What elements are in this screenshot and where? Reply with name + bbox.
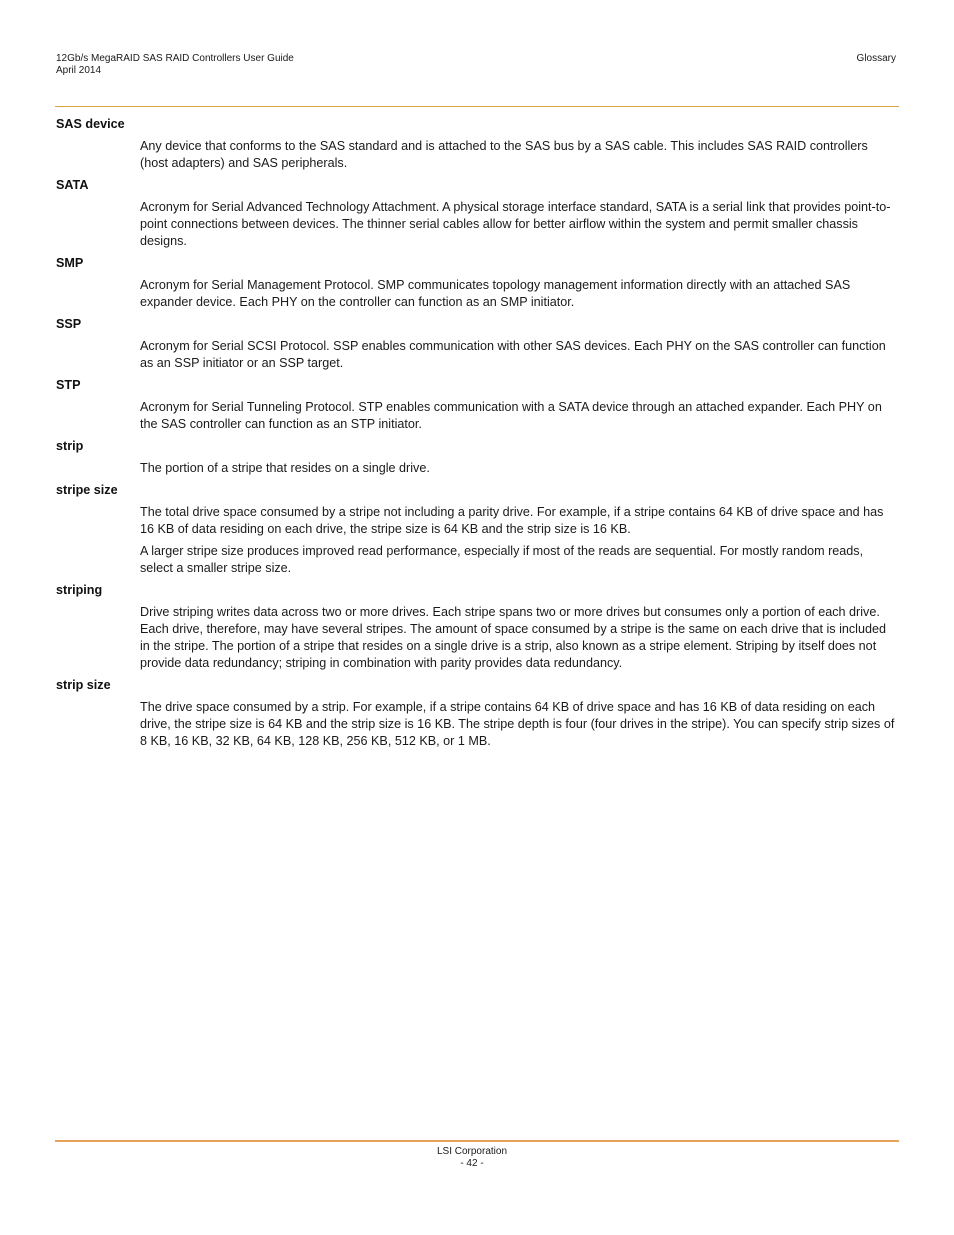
document-title: 12Gb/s MegaRAID SAS RAID Controllers User Guide [56, 53, 294, 64]
page-number: - 42 - [460, 1158, 484, 1169]
glossary-entry [56, 582, 898, 672]
glossary-definition [140, 460, 898, 477]
definition-paragraph: Acronym for Serial SCSI Protocol. SSP enables communication with other SAS devices. Each PHY on the SAS controller can function as an SSP initiator or an SSP target. [140, 339, 886, 370]
glossary-term: SAS device [56, 117, 125, 131]
glossary-entry [56, 116, 898, 172]
definition-paragraph: Acronym for Serial Advanced Technology Attachment. A physical storage interface standard, SATA is a serial link that provides point-to-point connections between devices. The thinner serial cables allow for better airflow within the system and permit smaller chassis designs. [140, 200, 891, 248]
glossary-term: striping [56, 583, 103, 597]
glossary-entry [56, 482, 898, 577]
glossary-definition [140, 504, 898, 577]
glossary-term: strip [56, 439, 84, 453]
company-name: LSI Corporation [436, 1146, 508, 1157]
glossary-definition [140, 138, 898, 172]
definition-paragraph: Acronym for Serial Tunneling Protocol. STP enables communication with a SATA device through an attached expander. Each PHY on the SAS controller can function as an STP initiator. [140, 400, 882, 431]
definition-paragraph: The drive space consumed by a strip. For example, if a stripe contains 64 KB of drive space and has 16 KB of data residing on each drive, the stripe size is 64 KB and the strip size is 16 KB. The stripe depth is four (four drives in the stripe). You can specify strip sizes of 8 KB, 16 KB, 32 KB, 64 KB, 128 KB, 256 KB, 512 KB, or 1 MB. [140, 700, 895, 748]
definition-paragraph: A larger stripe size produces improved read performance, especially if most of the reads are sequential. For mostly random reads, select a smaller stripe size. [140, 544, 864, 575]
definition-paragraph: Any device that conforms to the SAS standard and is attached to the SAS bus by a SAS cable. This includes SAS RAID controllers (host adapters) and SAS peripherals. [140, 139, 868, 170]
glossary-entry [56, 438, 898, 477]
glossary-entry [56, 316, 898, 372]
definition-paragraph: Drive striping writes data across two or more drives. Each stripe spans two or more drives but consumes only a portion of each drive. Each drive, therefore, may have several stripes. The amount of space consumed by a stripe is the same on each drive that is included in the stripe. The portion of a stripe that resides on a single drive is a strip, also known as a stripe element. Striping by itself does not provide data redundancy; striping in combination with parity provides data redundancy. [140, 605, 886, 670]
page-footer [0, 1146, 944, 1170]
definition-paragraph: The total drive space consumed by a stripe not including a parity drive. For example, if a stripe contains 64 KB of drive space and has 16 KB of data residing on each drive, the stripe size is 64 KB and the strip size is 16 KB. [140, 505, 884, 536]
glossary-entry [56, 677, 898, 750]
definition-paragraph: The portion of a stripe that resides on a single drive. [140, 461, 430, 475]
glossary-term: SMP [56, 256, 84, 270]
document-date: April 2014 [56, 65, 102, 76]
glossary-term: stripe size [56, 483, 118, 497]
glossary-term: SATA [56, 178, 89, 192]
footer-divider [55, 1140, 899, 1142]
glossary-entries [56, 116, 898, 755]
glossary-definition [140, 338, 898, 372]
glossary-entry [56, 255, 898, 311]
glossary-definition [140, 699, 898, 750]
definition-paragraph: Acronym for Serial Management Protocol. SMP communicates topology management information directly with an attached SAS expander device. Each PHY on the controller can function as an SMP initiator. [140, 278, 851, 309]
glossary-definition [140, 277, 898, 311]
glossary-term: SSP [56, 317, 82, 331]
glossary-entry [56, 377, 898, 433]
section-name: Glossary [856, 53, 896, 64]
glossary-entry [56, 177, 898, 250]
glossary-definition [140, 399, 898, 433]
glossary-term: STP [56, 378, 81, 392]
header-divider [55, 106, 899, 107]
glossary-definition [140, 604, 898, 672]
glossary-term: strip size [56, 678, 111, 692]
glossary-definition [140, 199, 898, 250]
page-header-left [56, 53, 294, 77]
